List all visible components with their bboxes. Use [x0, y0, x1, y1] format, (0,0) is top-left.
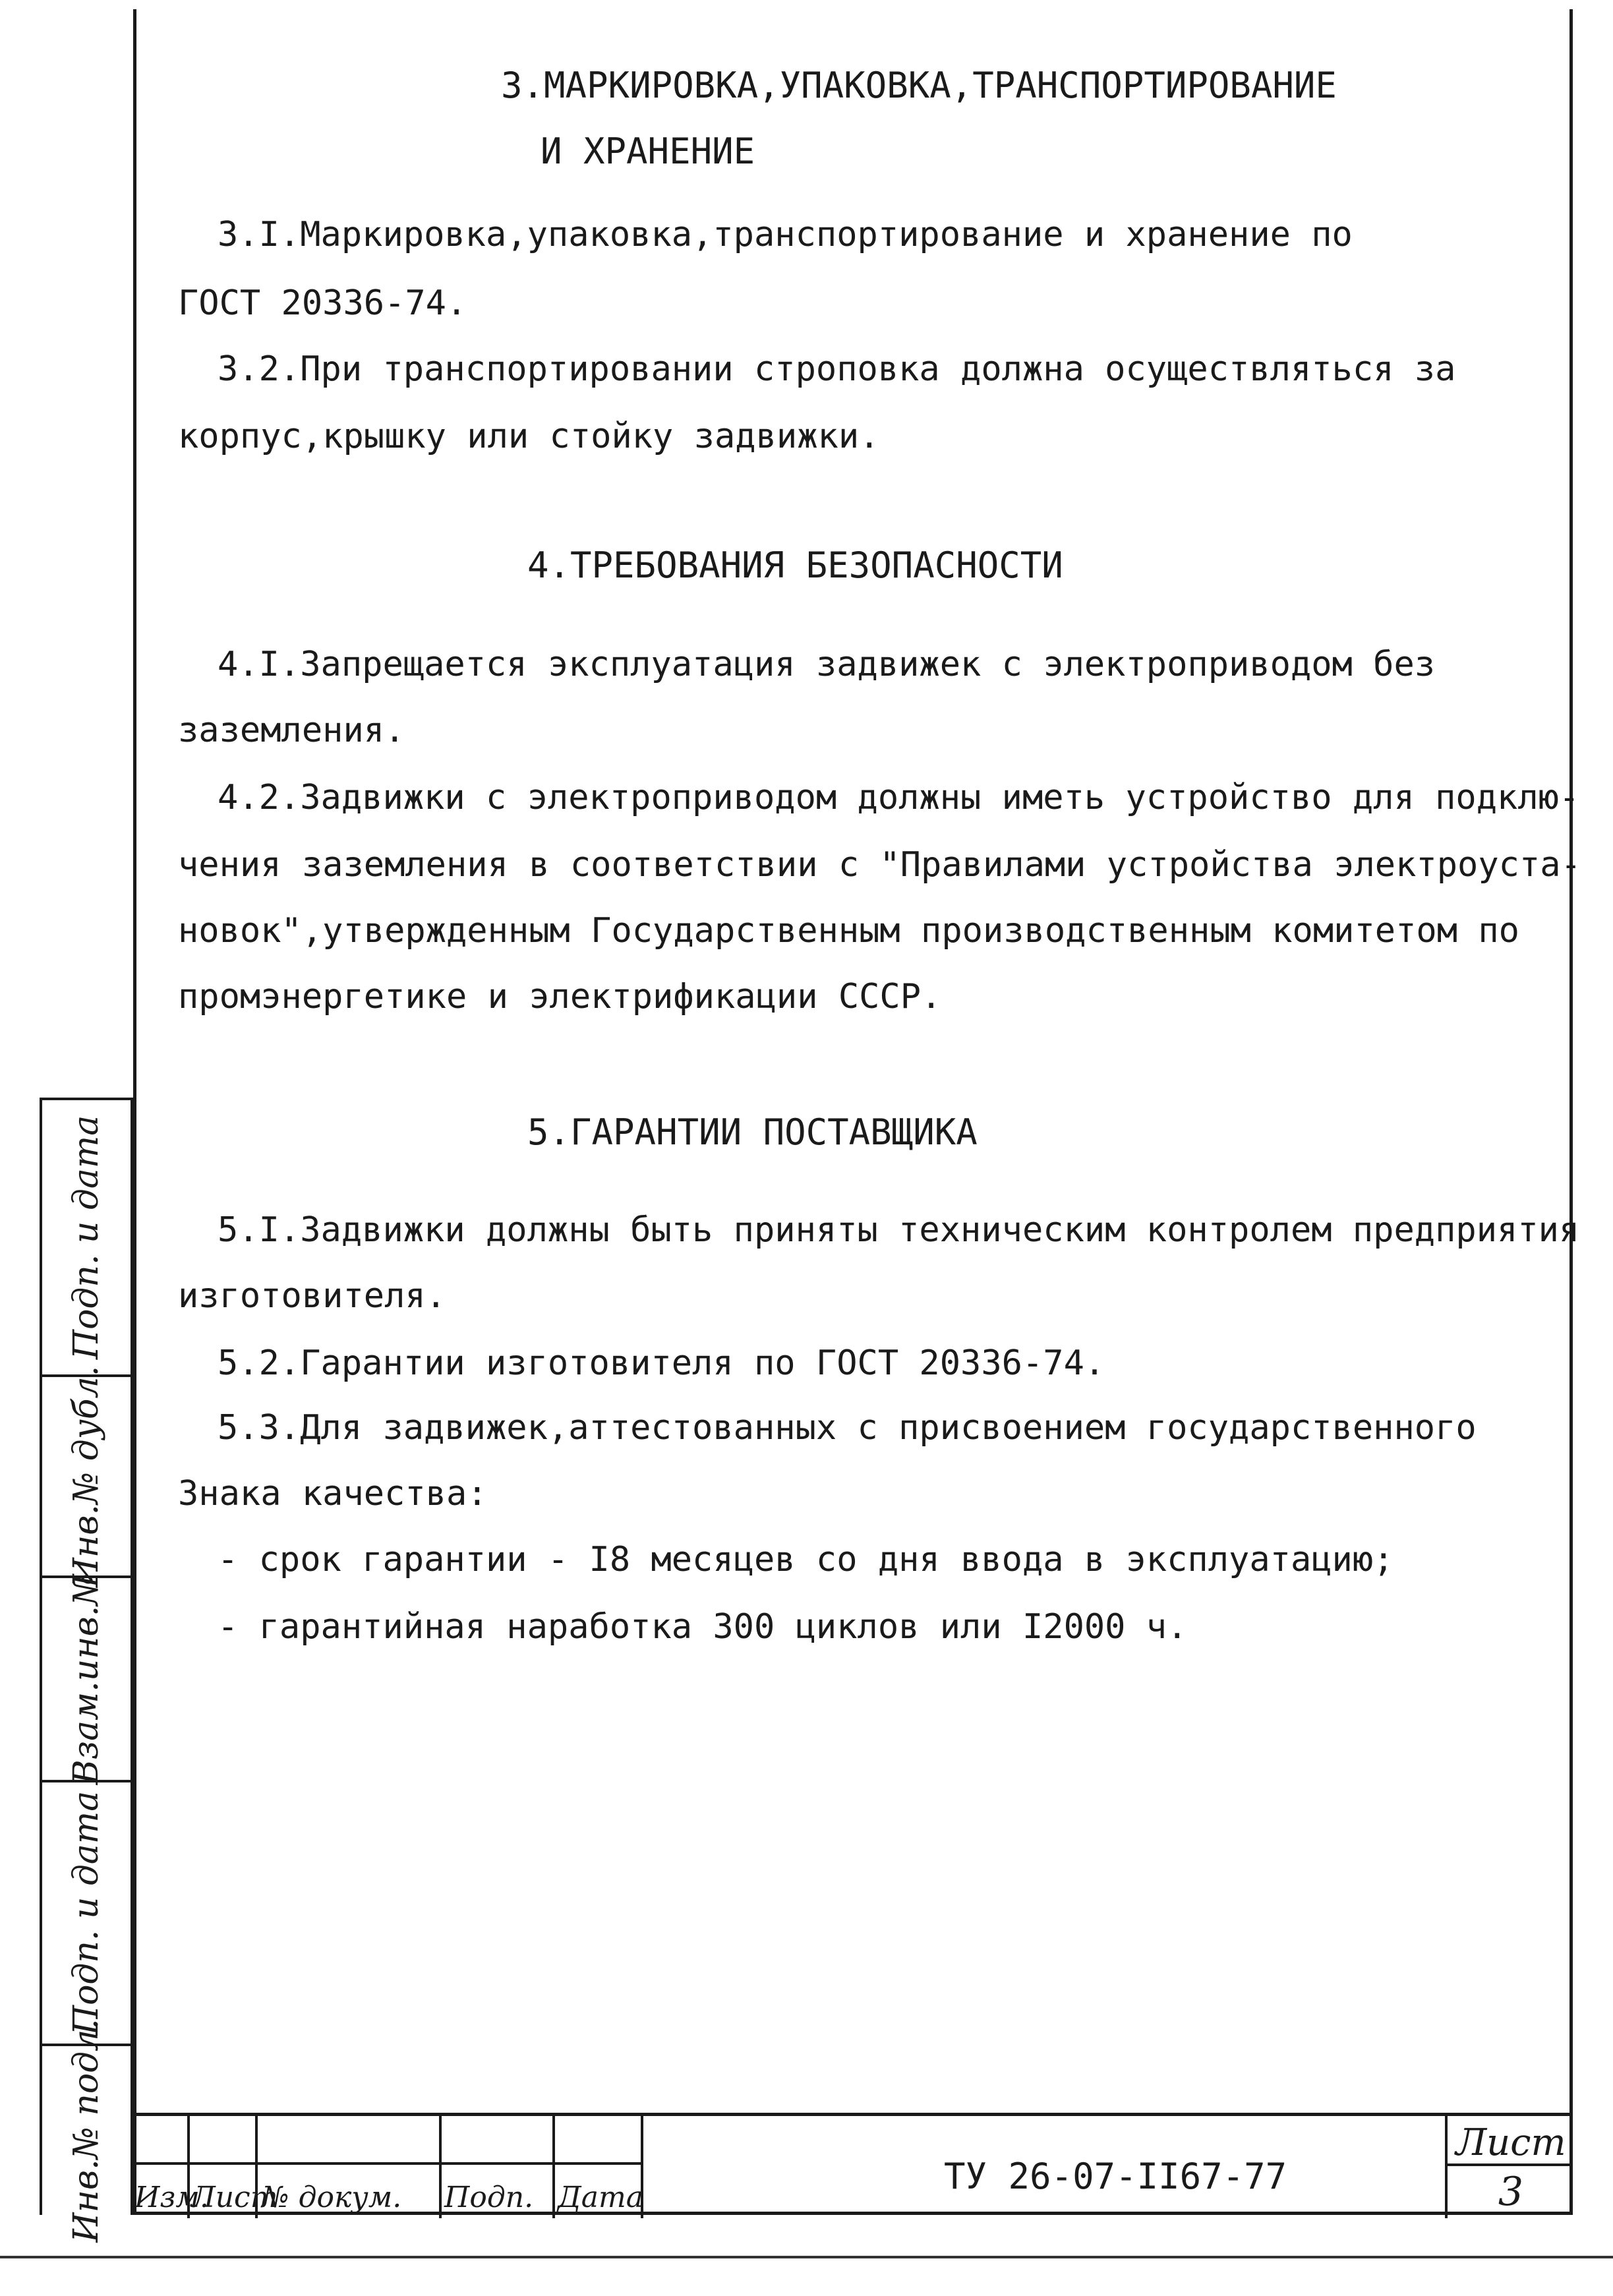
title-block	[133, 2113, 1573, 2215]
section-4-para-2-line2: чения заземления в соответствии с "Правилами устройства электроуста-	[178, 845, 1581, 885]
document-code: ТУ 26-07-II67-77	[944, 2156, 1287, 2197]
stamp-date-label: Дата	[558, 2181, 643, 2214]
section-3-para-1: 3.I.Маркировка,упаковка,транспортирование и хранение по	[218, 215, 1353, 254]
section-5-para-2: 5.2.Гарантии изготовителя по ГОСТ 20336-74.	[218, 1343, 1105, 1383]
side-column	[40, 1098, 133, 2243]
side-label-sign-date-2: Подп. и дата	[67, 1790, 106, 2036]
stamp-izm-label: Изм.	[134, 2181, 209, 2214]
stamp-sign-label: Подп.	[444, 2181, 534, 2214]
side-label-sign-date-1: Подп. и дата	[67, 1115, 106, 1360]
side-label-orig-inv: Инв.№ подл.	[67, 2018, 106, 2243]
side-label-replace-inv: Взам.инв.№	[67, 1573, 106, 1785]
section-5-para-1-cont: изготовителя.	[178, 1276, 446, 1316]
side-cell-sign-date-1	[40, 1098, 133, 1374]
section-4-para-2-line3: новок",утвержденным Государственным производственным комитетом по	[178, 911, 1519, 951]
section-4-para-2-line4: промэнергетике и электрификации СССР.	[178, 977, 942, 1016]
side-cell-replace-inv	[40, 1573, 133, 1785]
section-5-title: 5.ГАРАНТИИ ПОСТАВЩИКА	[527, 1111, 978, 1153]
section-3-para-2-cont: корпус,крышку или стойку задвижки.	[178, 417, 880, 456]
section-4-para-2: 4.2.Задвижки с электроприводом должны иметь устройство для подклю-	[218, 778, 1580, 817]
side-cell-sign-date-2	[40, 1780, 133, 2044]
section-4-para-1-cont: заземления.	[178, 711, 405, 750]
section-3-para-2: 3.2.При транспортировании строповка должна осуществляться за	[218, 349, 1456, 389]
section-3-title-line1: 3.МАРКИРОВКА,УПАКОВКА,ТРАНСПОРТИРОВАНИЕ	[501, 65, 1337, 106]
side-cell-orig-inv	[40, 2018, 133, 2243]
sheet-number: 3	[1498, 2169, 1524, 2215]
section-4-para-1: 4.I.Запрещается эксплуатация задвижек с электроприводом без	[218, 645, 1436, 684]
bottom-rule	[0, 2256, 1613, 2258]
section-5-bullet-2: - гарантийная наработка 300 циклов или I2000 ч.	[218, 1607, 1188, 1647]
section-5-para-3-cont: Знака качества:	[178, 1474, 488, 1514]
sheet-label: Лист	[1455, 2121, 1566, 2164]
section-5-para-3: 5.3.Для задвижек,аттестованных с присвоением государственного	[218, 1408, 1477, 1448]
stamp-list-label: Лист	[191, 2181, 278, 2214]
side-cell-dup-inv	[40, 1365, 133, 1587]
section-5-para-1: 5.I.Задвижки должны быть приняты техническим контролем предприятия	[218, 1210, 1580, 1250]
stamp-docno-label: № докум.	[262, 2181, 402, 2214]
section-3-title-line2: И ХРАНЕНИЕ	[541, 131, 755, 172]
section-4-title: 4.ТРЕБОВАНИЯ БЕЗОПАСНОСТИ	[527, 545, 1063, 586]
section-3-para-1-cont: ГОСТ 20336-74.	[178, 283, 467, 323]
section-5-bullet-1: - срок гарантии - I8 месяцев со дня ввода в эксплуатацию;	[218, 1540, 1394, 1579]
side-label-dup-inv: Инв.№ дубл.	[67, 1365, 106, 1587]
